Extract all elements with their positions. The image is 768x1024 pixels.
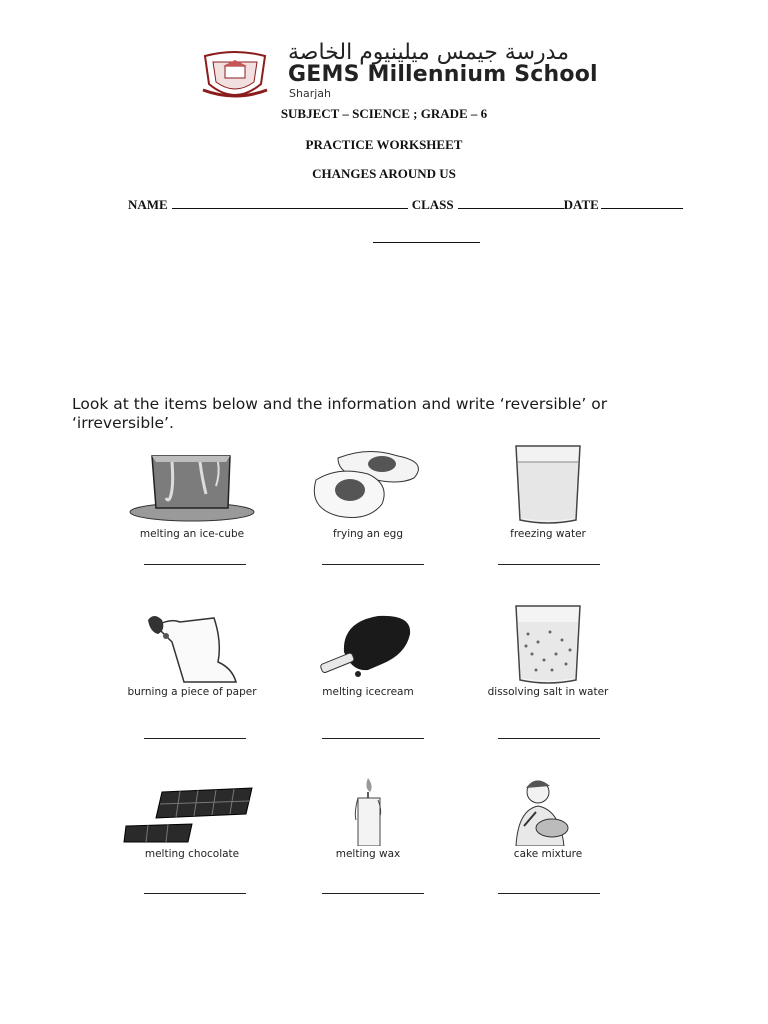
item-dissolving-salt bbox=[478, 604, 618, 698]
class-blank[interactable] bbox=[458, 197, 564, 209]
item-label: cake mixture bbox=[513, 848, 583, 860]
salt-water-glass-icon bbox=[478, 604, 618, 684]
item-label: freezing water bbox=[510, 528, 586, 540]
answer-blank[interactable] bbox=[322, 564, 424, 565]
answer-blank[interactable] bbox=[498, 893, 600, 894]
chocolate-bar-icon bbox=[122, 784, 262, 846]
item-label: melting wax bbox=[335, 848, 401, 860]
school-name: GEMS Millennium School bbox=[288, 62, 598, 87]
item-label: burning a piece of paper bbox=[127, 686, 257, 698]
school-name-arabic: مدرسة جيمس ميلينيوم الخاصة bbox=[288, 40, 569, 65]
answer-blank[interactable] bbox=[144, 893, 246, 894]
melting-ice-cube-icon bbox=[122, 448, 262, 526]
item-melting-chocolate bbox=[122, 784, 262, 860]
answer-blank[interactable] bbox=[498, 564, 600, 565]
item-frying-egg bbox=[298, 448, 438, 540]
date-blank[interactable] bbox=[601, 197, 683, 209]
name-label: NAME bbox=[128, 197, 168, 212]
item-freezing-water bbox=[478, 442, 618, 540]
date-label: DATE bbox=[563, 197, 599, 212]
item-label: dissolving salt in water bbox=[487, 686, 609, 698]
subject-line: SUBJECT – SCIENCE ; GRADE – 6 bbox=[280, 106, 488, 121]
water-glass-icon bbox=[478, 442, 618, 526]
student-info-row bbox=[128, 197, 683, 213]
ice-cream-icon bbox=[298, 612, 438, 684]
item-label: melting an ice-cube bbox=[139, 528, 245, 540]
worksheet-title: PRACTICE WORKSHEET bbox=[305, 137, 463, 152]
fried-egg-icon bbox=[298, 448, 438, 526]
burning-paper-icon bbox=[122, 612, 262, 684]
answer-blank[interactable] bbox=[498, 738, 600, 739]
answer-blank[interactable] bbox=[322, 893, 424, 894]
worksheet-topic: CHANGES AROUND US bbox=[312, 166, 456, 181]
item-label: frying an egg bbox=[332, 528, 404, 540]
item-label: melting icecream bbox=[322, 686, 414, 698]
candle-icon bbox=[298, 776, 438, 846]
person-mixing-icon bbox=[478, 776, 618, 846]
item-cake-mixture bbox=[478, 776, 618, 860]
item-burning-paper bbox=[122, 612, 262, 698]
school-city: Sharjah bbox=[289, 87, 331, 100]
instruction-text: Look at the items below and the information and write ‘reversible’ or ‘irreversible’. bbox=[72, 395, 608, 432]
extra-blank[interactable] bbox=[373, 242, 480, 243]
class-label: CLASS bbox=[411, 197, 454, 212]
answer-blank[interactable] bbox=[144, 738, 246, 739]
item-melting-ice-cube bbox=[122, 448, 262, 540]
answer-blank[interactable] bbox=[144, 564, 246, 565]
item-label: melting chocolate bbox=[144, 848, 240, 860]
school-crest-logo bbox=[199, 50, 271, 102]
name-blank[interactable] bbox=[172, 197, 408, 209]
item-melting-wax bbox=[298, 776, 438, 860]
answer-blank[interactable] bbox=[322, 738, 424, 739]
item-melting-icecream bbox=[298, 612, 438, 698]
